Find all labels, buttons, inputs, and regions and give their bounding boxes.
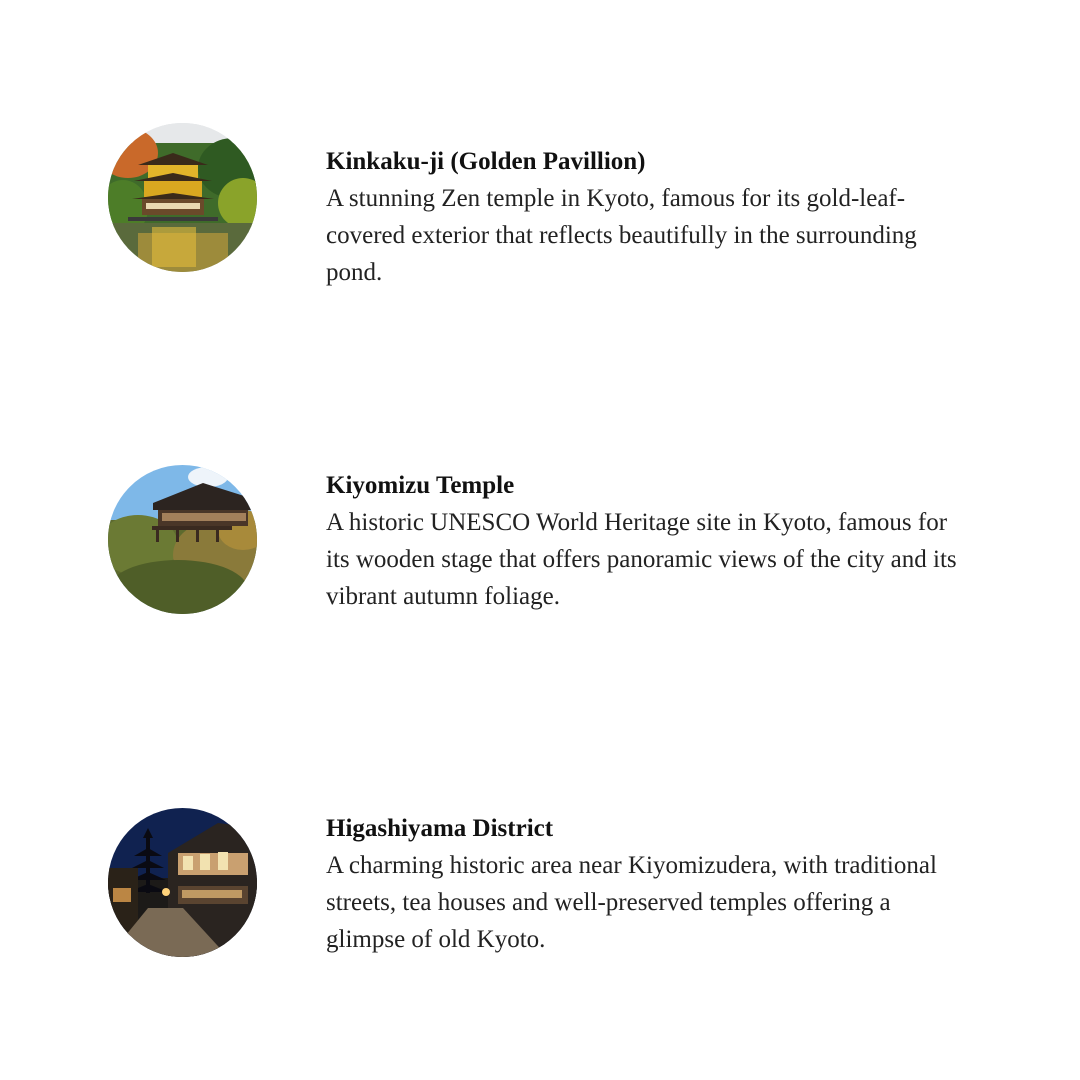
item-title: Kinkaku-ji (Golden Pavillion) <box>326 148 646 175</box>
item-description: A charming historic area near Kiyomizudera, with traditional streets, tea houses and well-preserved temples offering a glimpse of old Kyoto. <box>326 852 937 953</box>
item-title: Higashiyama District <box>326 815 554 842</box>
item-description: A historic UNESCO World Heritage site in Kyoto, famous for its wooden stage that offers panoramic views of the city and its vibrant autumn foliage. <box>326 509 957 610</box>
kiyomizu-temple-photo <box>108 465 257 614</box>
golden-pavilion-photo <box>108 123 257 272</box>
higashiyama-street-photo <box>108 808 257 957</box>
item-description: A stunning Zen temple in Kyoto, famous for its gold-leaf-covered exterior that reflects beautifully in the surrounding pond. <box>326 185 917 286</box>
item-title: Kiyomizu Temple <box>326 472 515 499</box>
